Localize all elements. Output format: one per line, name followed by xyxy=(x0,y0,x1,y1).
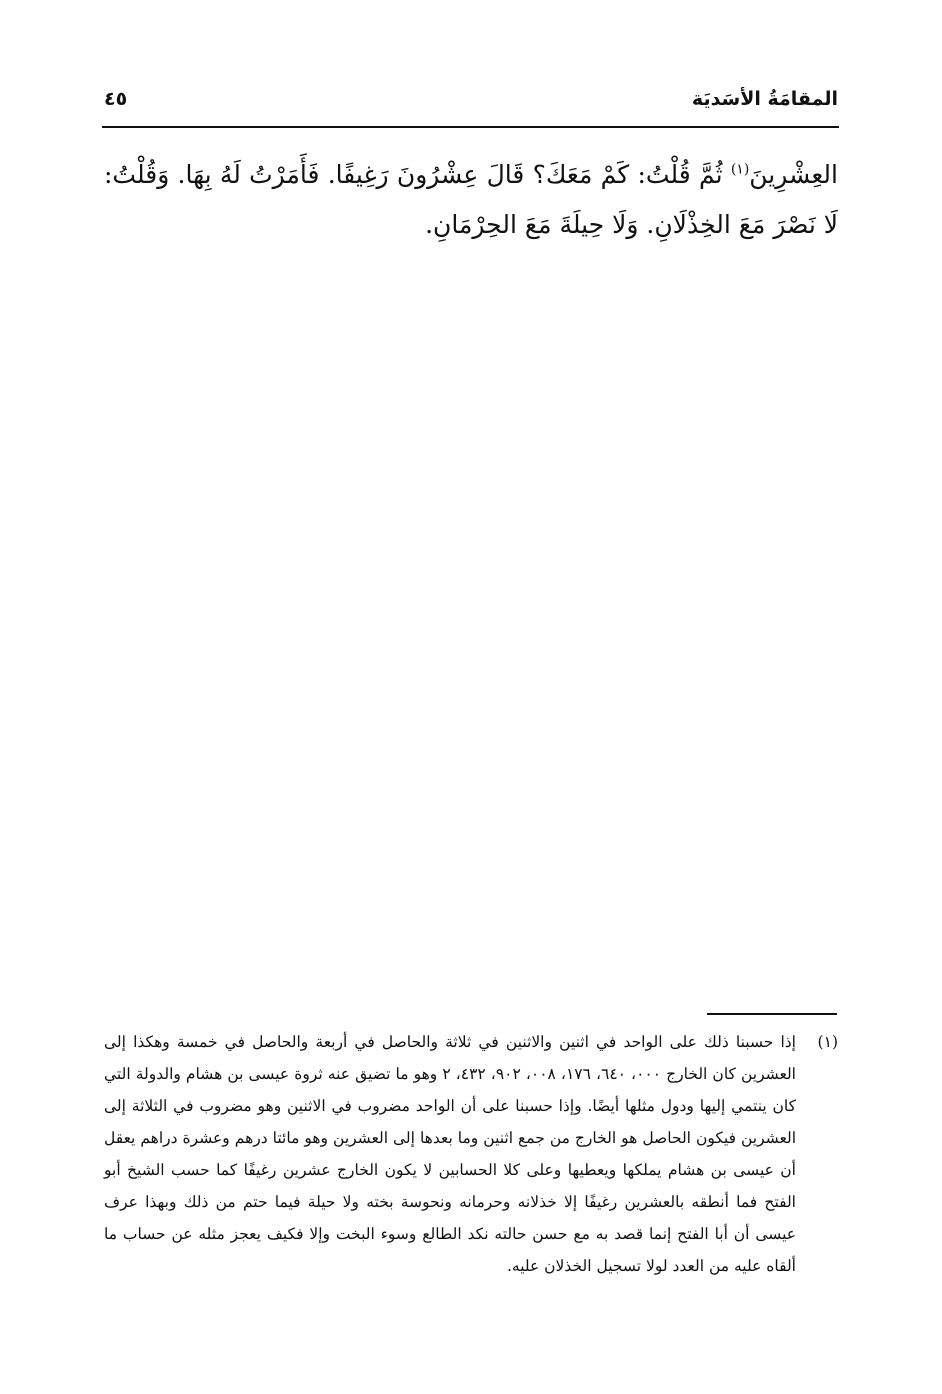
footnote-text: إذا حسبنا ذلك على الواحد في اثنين والاثنين في ثلاثة والحاصل في أربعة والحاصل في خمسة وهكذا إلى العشرين كان الخارج ٠٠٠، ٦٤٠، ١٧٦، ٠٠٨، ٩٠٢، ٤٣٢، ٢ وهو ما تضيق عنه ثروة عيسى بن هشام والدولة التي كان ينتمي إليها ودول مثلها أيضًا. وإذا حسبنا على أن الواحد مضروب في الاثنين وهو مضروب في الثلاثة إلى العشرين فيكون الحاصل هو الخارج من جمع اثنين وما بعدها إلى العشرين وهو مائتا درهم وعشرة دراهم يعقل أن عيسى بن هشام يملكها ويعطيها وعلى كلا الحسابين لا يكون الخارج عشرين رغيفًا كما حسب الشيخ أبو الفتح فما أنطقه بالعشرين رغيفًا إلا خذلانه وحرمانه ونحوسة بخته ولا حيلة فيما حتم من ذلك وبهذا عرف عيسى أن أبا الفتح إنما قصد به مع حسن حالته نكد الطالع وسوء البخت وإلا فكيف يعجز مثله عن حساب ما ألقاه عليه من العدد لولا تسجيل الخذلان عليه. xyxy=(104,1033,796,1275)
footnote-divider xyxy=(707,1013,837,1015)
main-text-continuation: ثُمَّ قُلْتُ: كَمْ مَعَكَ؟ قَالَ عِشْرُونَ رَغِيفًا. فَأَمَرْتُ لَهُ بِهَا. وَقُلْتُ: لَا نَصْرَ مَعَ الخِذْلَانِ. وَلَا حِيلَةَ مَعَ الحِرْمَانِ. xyxy=(104,160,838,239)
main-paragraph xyxy=(104,150,838,250)
page-number: ٤٥ xyxy=(104,88,128,110)
main-text-lead: العِشْرِينَ xyxy=(749,160,838,189)
header-divider xyxy=(102,126,839,128)
main-text-block xyxy=(104,150,838,250)
running-title: المقامَةُ الأسَديَة xyxy=(691,88,838,110)
footnote-marker: (١) xyxy=(817,1033,838,1051)
footnote xyxy=(104,1026,838,1282)
footnote-reference[interactable]: (١) xyxy=(730,161,750,178)
